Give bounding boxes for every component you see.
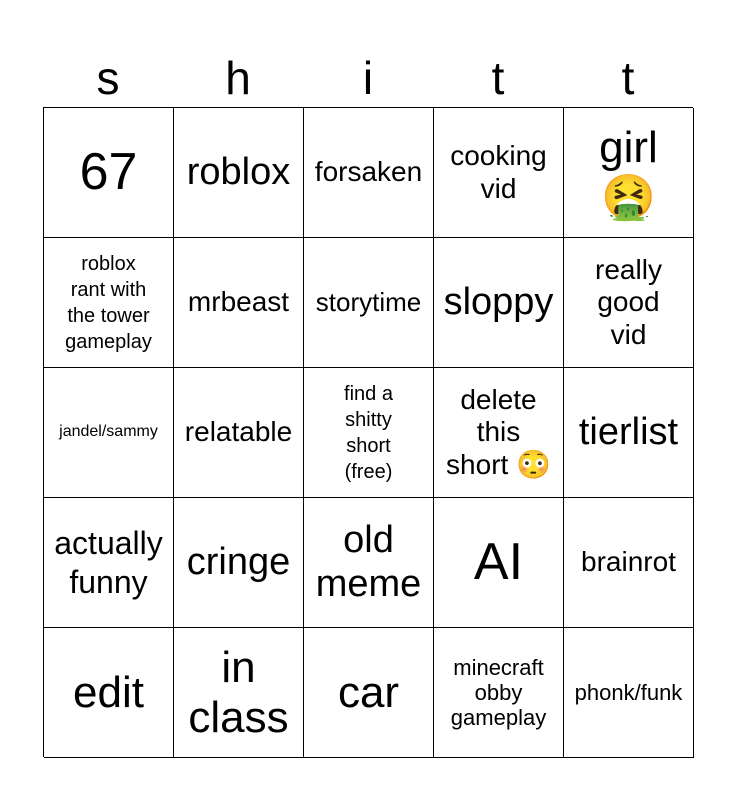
header-letter: s xyxy=(96,52,120,104)
cell-text: edit xyxy=(73,667,144,717)
cell-text: AI xyxy=(473,532,524,591)
header-letter: i xyxy=(362,52,374,104)
cell-text: sloppy xyxy=(443,280,554,323)
bingo-cell[interactable] xyxy=(174,108,304,238)
cell-text: mrbeast xyxy=(187,286,290,318)
bingo-cell[interactable] xyxy=(564,628,694,758)
cell-text: phonk/funk xyxy=(574,679,683,705)
cell-text: cringe xyxy=(186,540,291,583)
cell-text: delete this short 😳 xyxy=(446,384,551,480)
bingo-cell[interactable] xyxy=(434,108,564,238)
cell-text: really good vid xyxy=(595,254,662,350)
cell-text: girl 🤮 xyxy=(599,123,658,222)
cell-text: roblox xyxy=(186,150,291,193)
cell-text: minecraft obby gameplay xyxy=(450,654,547,731)
cell-text: in class xyxy=(188,643,289,742)
bingo-cell[interactable] xyxy=(434,368,564,498)
bingo-cell[interactable] xyxy=(304,368,434,498)
cell-text: jandel/sammy xyxy=(59,423,158,441)
cell-text: actually funny xyxy=(54,525,163,600)
bingo-cell[interactable] xyxy=(434,498,564,628)
header-letter: t xyxy=(491,52,505,104)
bingo-cell[interactable] xyxy=(174,238,304,368)
header-letter: h xyxy=(225,52,251,104)
bingo-cell[interactable] xyxy=(44,238,174,368)
cell-text: storytime xyxy=(315,286,422,317)
cell-text: old meme xyxy=(315,518,422,605)
header-letter: t xyxy=(621,52,635,104)
cell-text: roblox rant with the tower gameplay xyxy=(65,252,152,353)
cell-text: relatable xyxy=(184,416,293,448)
bingo-cell[interactable] xyxy=(174,368,304,498)
bingo-cell[interactable] xyxy=(564,238,694,368)
bingo-cell[interactable] xyxy=(304,498,434,628)
cell-text: tierlist xyxy=(578,410,679,453)
cell-text: forsaken xyxy=(314,156,423,188)
bingo-cell[interactable] xyxy=(304,238,434,368)
bingo-cell[interactable] xyxy=(174,628,304,758)
bingo-cell[interactable] xyxy=(304,628,434,758)
bingo-cell[interactable] xyxy=(434,238,564,368)
bingo-cell[interactable] xyxy=(564,108,694,238)
bingo-cell[interactable] xyxy=(564,368,694,498)
bingo-cell[interactable] xyxy=(304,108,434,238)
bingo-cell[interactable] xyxy=(174,498,304,628)
bingo-cell[interactable] xyxy=(564,498,694,628)
bingo-header xyxy=(43,50,693,106)
cell-text: car xyxy=(337,667,400,717)
bingo-cell[interactable] xyxy=(44,368,174,498)
bingo-cell[interactable] xyxy=(434,628,564,758)
bingo-board xyxy=(43,107,693,757)
cell-text: 67 xyxy=(79,142,138,201)
cell-text: cooking vid xyxy=(450,140,547,204)
bingo-cell[interactable] xyxy=(44,108,174,238)
cell-text: brainrot xyxy=(581,546,676,578)
cell-text: find a shitty short (free) xyxy=(344,382,393,483)
bingo-cell[interactable] xyxy=(44,628,174,758)
bingo-cell[interactable] xyxy=(44,498,174,628)
